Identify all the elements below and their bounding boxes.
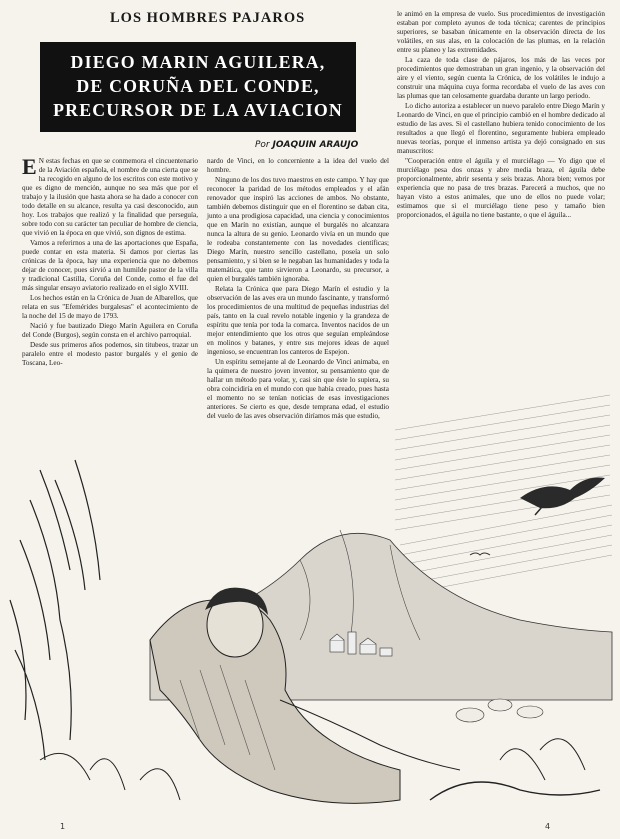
title-line-1: DIEGO MARIN AGUILERA, [70,52,326,72]
folio-left: 1 [60,822,66,831]
title-line-2: DE CORUÑA DEL CONDE, [76,76,320,96]
mountain [150,533,612,700]
dropcap: E [22,154,37,179]
grass-left [10,460,100,760]
folio-right: 4 [545,822,551,831]
sheep-group [456,699,543,722]
middle-paragraph-1: nardo de Vinci, en lo concerniente a la idea del vuelo del hombre. [207,157,389,174]
right-paragraph-3: Lo dicho autoriza a establecer un nuevo paralelo entre Diego Marín y Leonardo de Vinci, en que el principio cambió en el hombre dedicado al estudio de las aves. Si el castellano hubiera tenido conocimiento de los resultados a que llegó el florentino, seguramente hubiera empleado nuevas teorías, porque el inmenso artista ya dejó consignado en sus manuscritos: [397,102,605,155]
column-right [397,10,605,221]
title-line-3: PRECURSOR DE LA AVIACION [53,100,343,120]
byline-author: JOAQUIN ARAUJO [272,140,359,150]
sky-hatching [395,395,612,595]
right-paragraph-2: La caza de toda clase de pájaros, los más de las veces por procedimientos que demostraban un gran ingenio, y la observación del aire y el viento, según cuenta la Crónica, de los volátiles le indujo a construir una máquina cuya forma recordaba el vuelo de las aves con las plumas que tan celosamente guardaba durante un largo periodo. [397,56,605,100]
middle-paragraph-2: Ninguno de los dos tuvo maestros en este campo. Y hay que reconocer la paridad de los métodos empleados y el afán renovador que inspiró las acciones de ambos. No obstante, también debemos distinguir que en el florentino se daban cita, junto a una prodigiosa capacidad, una ciencia y conocimientos que en Marín no existían, aunque el burgalés no alcanzara nunca la altura de su genio. Leonardo vivía en un mundo que le rodeaba constantemente con las novedades científicas; Diego Marín, nuestro sencillo castellano, poseía un solo pensamiento, y si bien se le negaban las humanidades y toda la matemática, que tanto sirvieron a Leonardo, su precursor, a quien el burgalés también ignoraba. [207,176,389,283]
title-box [40,42,356,132]
grass-foreground [40,739,600,800]
section-heading: LOS HOMBRES PAJAROS [110,10,306,26]
left-paragraph-1: N estas fechas en que se conmemora el cincuentenario de la Aviación española, el nombre de una cierta que se ha recogido en alguno de los escritos con este motivo y que es digno de mención, aunque no sea más que por el trabajo y la ilusión que hasta ahora se ha dado a conocer con todo detalle en su alcance, resulta ya casi desconocido, aun hoy. Los trabajos que realizó y la finalidad que perseguía, sobre todo con su carácter tan peculiar de hombre de ciencia, que vivió en la época en que vivió, son dignos de estima. [22,157,198,237]
middle-paragraph-4: Un espíritu semejante al de Leonardo de Vinci animaba, en la quimera de nuestro joven inventor, su pensamiento que de hallar un método para volar, y, casi sin que éste lo supiera, su obra coincidiría en el mundo con que había creado, pues hasta el momento no se tenían noticias de esas investigaciones anteriores. Se cierto es que, desde temprana edad, el estudio del vuelo de las aves observación diríamos más que estudio, [207,358,389,420]
byline [255,140,358,150]
right-paragraph-1: le animó en la empresa de vuelo. Sus procedimientos de investigación estaban por completo ayunos de toda técnica; carentes de principios superiores, se basaban únicamente en la observación directa de los volátiles, en sus alas, en la colocación de las plumas, en la relación entre su planeo y las extremidades. [397,10,605,54]
mountain-shading [300,530,420,640]
left-paragraph-4: Nació y fue bautizado Diego Marín Aguilera en Coruña del Conde (Burgos), según consta en el archivo parroquial. [22,322,198,339]
distant-bird-icon [470,553,490,555]
right-paragraph-4: "Cooperación entre el águila y el murciélago — Yo digo que el murciélago pesa dos onzas y abre media braza, el águila debe proporcionalmente, abrir sesenta y seis brazas. Ahora bien; vemos por experiencia que no pasa de tres brazas. Parecerá a muchos, que no hayan visto a estos animales, que uno de ellos no puede volar; estimamos que si el murciélago tiene peso y tamaño bien proporcionados, el águila no tiene bastante, o que el águila... [397,157,605,219]
shepherd-figure [150,588,460,804]
left-paragraph-5: Desde sus primeros años podemos, sin titubeos, trazar un paralelo entre el modesto pastor burgalés y el genio de Toscana, Leo- [22,341,198,367]
column-left [22,154,198,369]
middle-paragraph-3: Relata la Crónica que para Diego Marín el estudio y la observación de las aves era un mundo fascinante, y transformó los procedimientos de una multitud de pequeñas industrias del país, tanto en la cual revelo notable ingenio y la grandeza de espíritu que tenía por toda la comarca. Inventos nacidos de un mejor entendimiento que los otros que seguían empleándose en molinos y batanes, y entre sus mejores ideas de aquel ingenioso, se encuentran los canteros de Espejon. [207,285,389,356]
column-middle [207,157,389,422]
left-paragraph-2: Vamos a referirnos a una de las aportaciones que España, puede contar en esta materia. Si damos por ciertas las crónicas de la época, hay una experiencia que no debemos dejar de conocer, pues sirvió a un humilde pastor de la villa y tradicional Castilla, Coruña del Conde, como el fue del más singular ensayo aviatorio realizado en el siglo XVIII. [22,239,198,292]
byline-prefix: Por [255,140,270,150]
left-paragraph-3: Los hechos están en la Crónica de Juan de Albarellos, que relata en sus "Efemérides burgalesas" el acontecimiento de la noche del 15 de mayo de 1793. [22,294,198,320]
village [330,632,392,656]
bird-icon [520,478,605,516]
